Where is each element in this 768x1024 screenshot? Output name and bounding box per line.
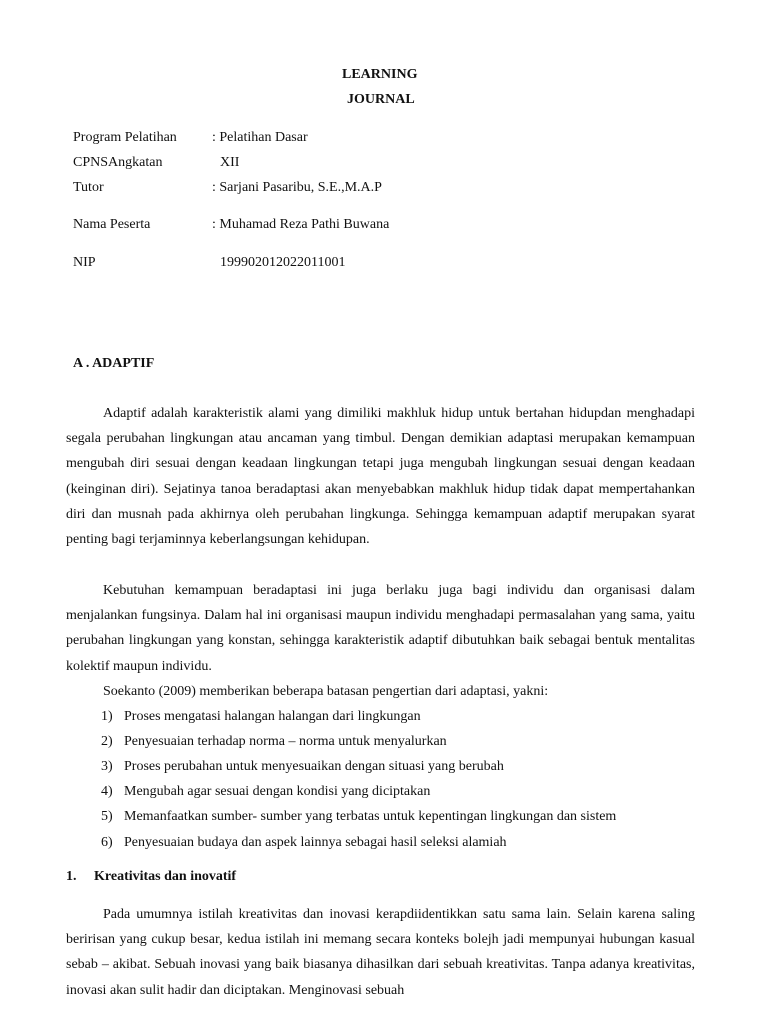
list-item-number: 1) [101, 709, 113, 724]
info-value-nip: 199902012022011001 [220, 255, 346, 270]
section-a-paragraph-2: Kebutuhan kemampuan beradaptasi ini juga berlaku juga bagi individu dan organisasi dalam menjalankan fungsinya. Dalam hal ini organisasi maupun individu menghadapi permasalahan yang sama, yaitu perubahan lingkungan yang konstan, sehingga karakteristik adaptif dibutuhkan baik sebagai bentuk mentalitas kolektif maupun individu. [66, 583, 695, 674]
list-item-text: Proses mengatasi halangan halangan dari lingkungan [124, 709, 421, 724]
section-1-heading: Kreativitas dan inovatif [94, 869, 237, 884]
info-label-nip: NIP [73, 255, 96, 270]
info-value-nama: : Muhamad Reza Pathi Buwana [212, 217, 390, 232]
list-item-number: 5) [101, 809, 113, 824]
info-label-angkatan: CPNSAngkatan [73, 155, 163, 170]
info-value-tutor: : Sarjani Pasaribu, S.E.,M.A.P [212, 180, 382, 195]
info-value-program: : Pelatihan Dasar [212, 130, 308, 145]
title-line-2: JOURNAL [347, 92, 415, 107]
list-item-text: Penyesuaian budaya dan aspek lainnya sebagai hasil seleksi alamiah [124, 835, 507, 850]
info-label-tutor: Tutor [73, 180, 104, 195]
title-line-1: LEARNING [342, 67, 418, 82]
section-1-paragraph-1: Pada umumnya istilah kreativitas dan inovasi kerapdiidentikkan satu sama lain. Selain karena saling beririsan yang cukup besar, kedua istilah ini memang secara konteks bolejh jadi mempunyai hubungan kasual sebab – akibat. Sebuah inovasi yang baik biasanya dihasilkan dari sebuah kreativitas. Tanpa adanya kreativitas, inovasi akan sulit hadir dan diciptakan. Menginovasi sebuah [66, 907, 695, 998]
info-label-nama: Nama Peserta [73, 217, 151, 232]
list-item-text: Proses perubahan untuk menyesuaikan dengan situasi yang berubah [124, 759, 504, 774]
list-item-text: Penyesuaian terhadap norma – norma untuk menyalurkan [124, 734, 447, 749]
info-label-program: Program Pelatihan [73, 130, 177, 145]
section-a-paragraph-1: Adaptif adalah karakteristik alami yang dimiliki makhluk hidup untuk bertahan hidupdan menghadapi segala perubahan lingkungan atau ancaman yang timbul. Dengan demikian adaptasi merupakan kemampuan mengubah diri sesuai dengan keadaan lingkungan tetapi juga mengubah lingkungan sesuai dengan keadaan (keinginan diri). Sejatinya tanoa beradaptasi akan menyebabkan makhluk hidup tidak dapat mempertahankan diri dan musnah pada akhirnya oleh perubahan lingkunga. Sehingga kemampuan adaptif merupakan syarat penting bagi terjaminnya keberlangsungan kehidupan. [66, 406, 695, 548]
section-a-heading: A . ADAPTIF [73, 356, 155, 371]
section-a-paragraph-3: Soekanto (2009) memberikan beberapa batasan pengertian dari adaptasi, yakni: [103, 684, 549, 699]
list-item-number: 6) [101, 835, 113, 850]
list-item-number: 3) [101, 759, 113, 774]
list-item-text: Memanfaatkan sumber- sumber yang terbatas untuk kepentingan lingkungan dan sistem [124, 809, 617, 824]
section-1-number: 1. [66, 869, 77, 884]
info-value-angkatan: XII [220, 155, 240, 170]
list-item-number: 4) [101, 784, 113, 799]
list-item-number: 2) [101, 734, 113, 749]
list-item-text: Mengubah agar sesuai dengan kondisi yang diciptakan [124, 784, 431, 799]
